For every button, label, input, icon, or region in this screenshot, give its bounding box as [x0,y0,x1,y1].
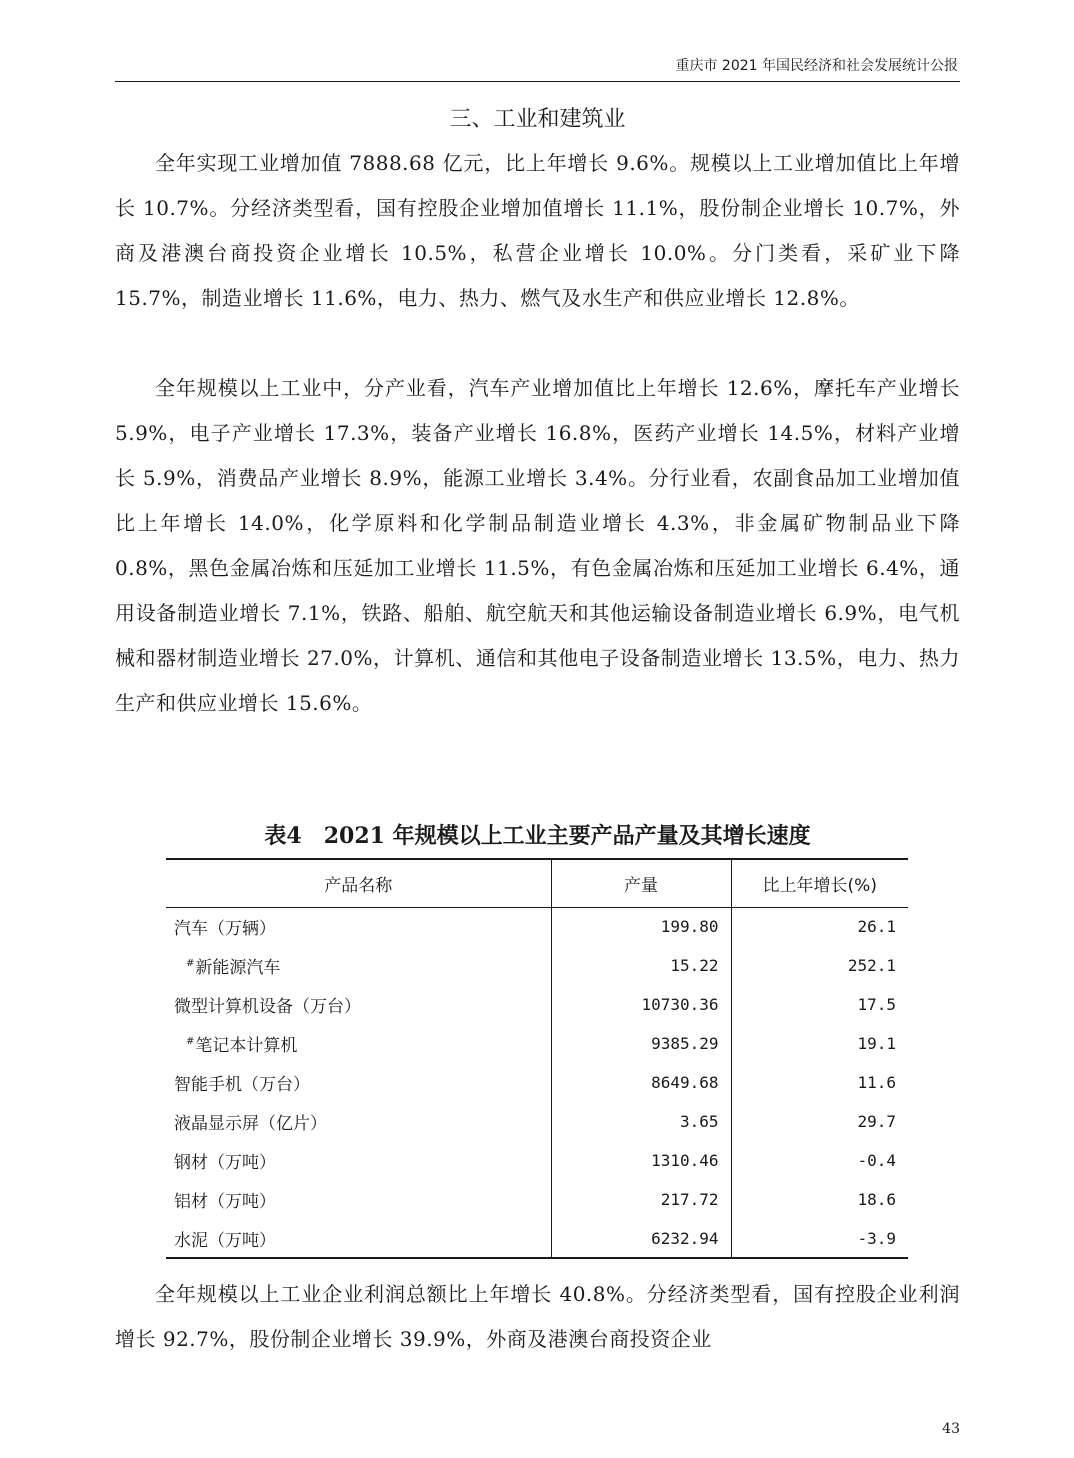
product-growth: -3.9 [731,1219,908,1258]
table-row [166,1024,908,1063]
product-name: 笔记本计算机 [195,1036,298,1056]
column-header-output: 产量 [551,859,731,907]
product-name-cell [166,946,551,985]
table-row [166,985,908,1024]
column-header-growth: 比上年增长(%) [731,859,908,907]
page-number: 43 [942,1421,960,1437]
paragraph-industry-value-added: 全年实现工业增加值 7888.68 亿元，比上年增长 9.6%。规模以上工业增加值比上年增长 10.7%。分经济类型看，国有控股企业增加值增长 11.1%，股份制企业增长 10.7%，外商及港澳台商投资企业增长 10.5%，私营企业增长 10.0%。分门类看，采矿业下降 15.7%，制造业增长 11.6%，电力、热力、燃气及水生产和供应业增长 12.8%。 [115,151,960,310]
paragraph-industry-profit: 全年规模以上工业企业利润总额比上年增长 40.8%。分经济类型看，国有控股企业利润增长 92.7%，股份制企业增长 39.9%，外商及港澳台商投资企业 [115,1282,960,1351]
table-row [166,1102,908,1141]
product-growth: 18.6 [857,1190,896,1209]
product-growth: 252.1 [847,956,896,975]
product-growth: 26.1 [857,917,896,937]
table-header-row [166,859,908,907]
product-output: 199.80 [551,907,731,946]
product-output: 8649.68 [551,1063,731,1102]
product-output: 9385.29 [551,1024,731,1063]
product-name: 铝材（万吨） [166,1180,551,1219]
section-title: 三、工业和建筑业 [449,107,626,132]
product-name-cell [166,1024,551,1063]
product-output: 1310.46 [551,1141,731,1180]
table-title: 表4 2021 年规模以上工业主要产品产量及其增长速度 [264,823,811,849]
table-row [166,1141,908,1180]
product-output: 3.65 [551,1102,731,1141]
product-name: 钢材（万吨） [166,1141,551,1180]
product-name: 微型计算机设备（万台） [166,985,551,1024]
hash-mark: # [186,1036,195,1048]
product-growth: 11.6 [857,1073,896,1092]
product-name: 水泥（万吨） [166,1219,551,1258]
table-row [166,946,908,985]
table-row [166,907,908,946]
table-row [166,1219,908,1258]
product-name: 新能源汽车 [195,958,281,978]
product-growth: 29.7 [857,1112,896,1131]
column-header-product: 产品名称 [166,859,551,907]
product-name: 智能手机（万台） [166,1063,551,1102]
product-growth: 19.1 [857,1034,896,1053]
product-output: 6232.94 [551,1219,731,1258]
running-header: 重庆市 2021 年国民经济和社会发展统计公报 [115,56,960,82]
product-growth: 17.5 [857,995,896,1014]
table-row [166,1180,908,1219]
product-name: 汽车（万辆） [166,907,551,946]
product-growth: -0.4 [857,1151,896,1170]
hash-mark: # [186,958,195,970]
table-row [166,1063,908,1102]
product-output-table [166,858,908,1259]
product-name: 液晶显示屏（亿片） [166,1102,551,1141]
paragraph-industry-breakdown: 全年规模以上工业中，分产业看，汽车产业增加值比上年增长 12.6%，摩托车产业增长 5.9%，电子产业增长 17.3%，装备产业增长 16.8%，医药产业增长 14.5%，材料产业增长 5.9%，消费品产业增长 8.9%，能源工业增长 3.4%。分行业看，农副食品加工业增加值比上年增长 14.0%，化学原料和化学制品制造业增长 4.3%，非金属矿物制品业下降 0.8%，黑色金属冶炼和压延加工业增长 11.5%，有色金属冶炼和压延加工业增长 6.4%，通用设备制造业增长 7.1%，铁路、船舶、航空航天和其他运输设备制造业增长 6.9%，电气机械和器材制造业增长 27.0%，计算机、通信和其他电子设备制造业增长 13.5%，电力、热力生产和供应业增长 15.6%。 [115,376,960,715]
product-output: 15.22 [551,946,731,985]
product-output: 217.72 [551,1180,731,1219]
product-output: 10730.36 [551,985,731,1024]
